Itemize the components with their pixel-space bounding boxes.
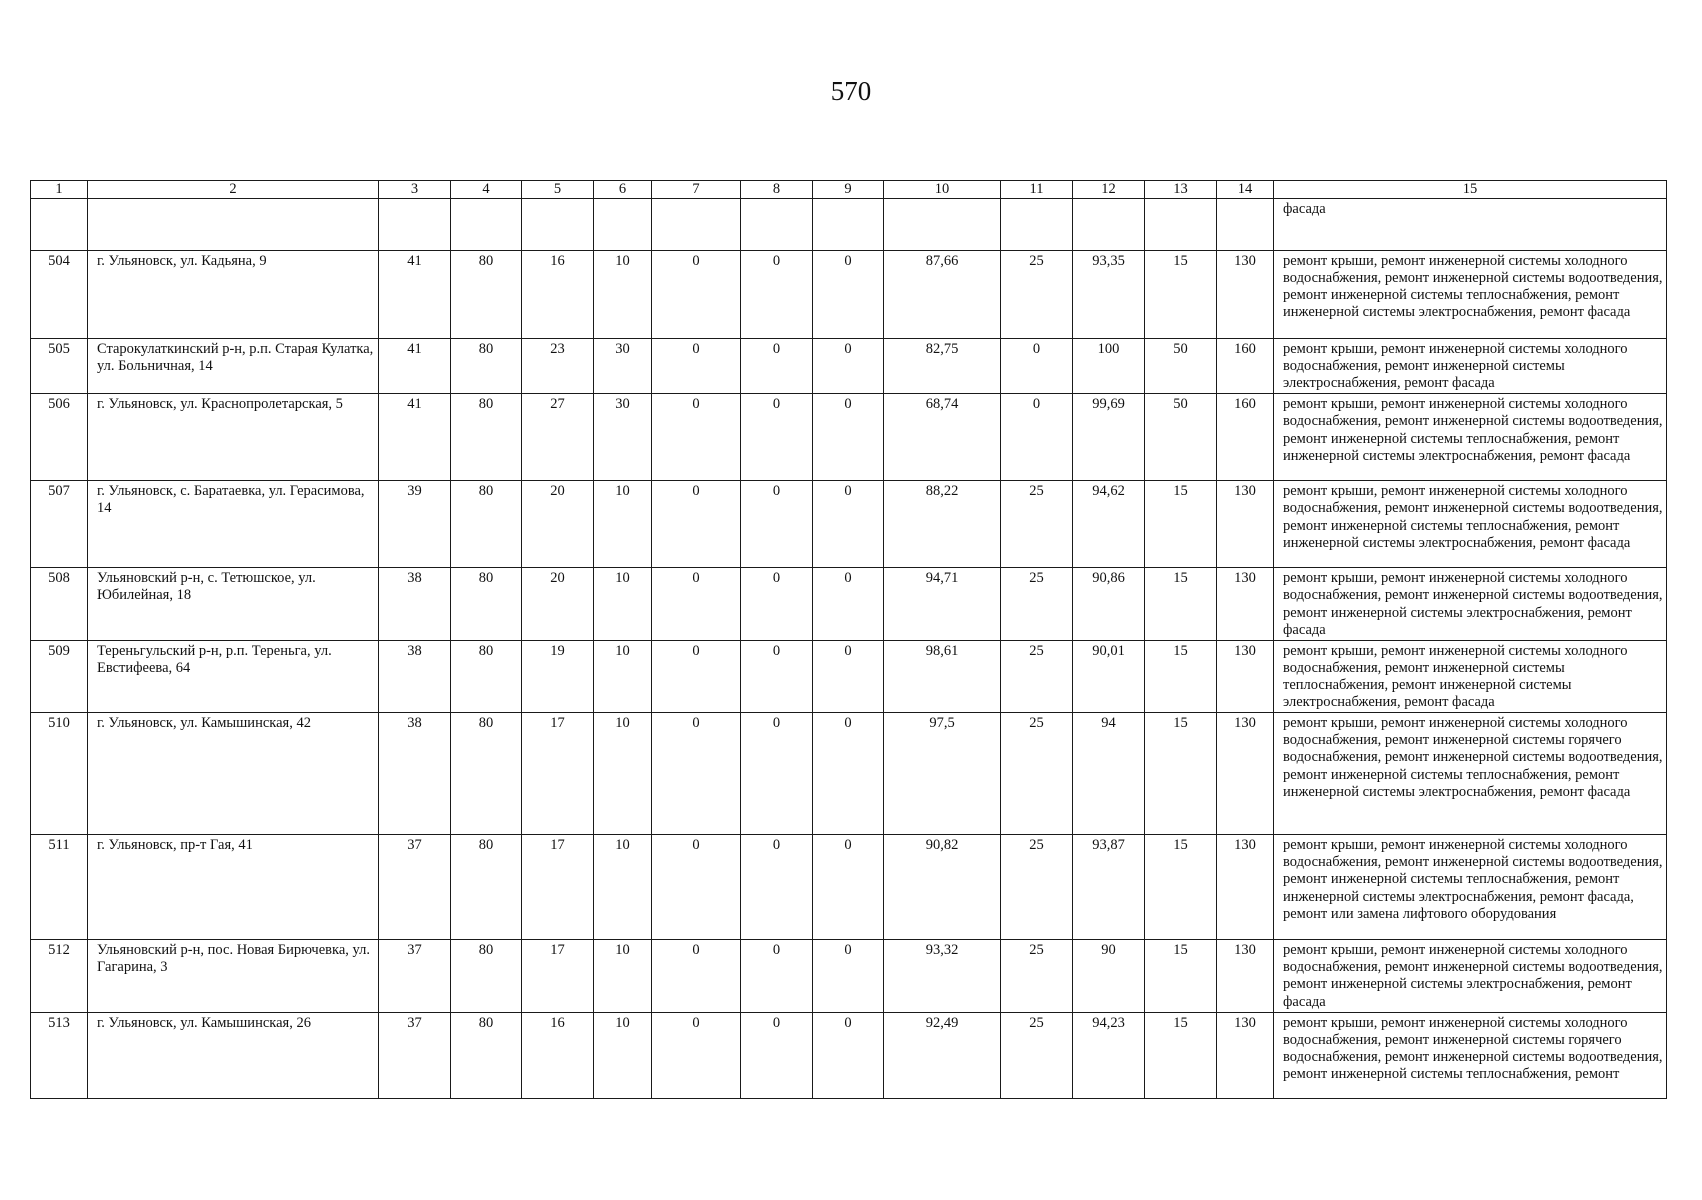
cell-c8: 0 <box>741 640 813 712</box>
cell-c6: 10 <box>594 713 652 835</box>
cell-no: 510 <box>31 713 88 835</box>
cell-no: 508 <box>31 568 88 640</box>
cell-c13: 15 <box>1145 640 1217 712</box>
cell-c12: 90 <box>1073 940 1145 1012</box>
cell-c3: 41 <box>379 394 451 481</box>
table-row <box>31 713 1667 835</box>
cell-c11: 25 <box>1001 568 1073 640</box>
cell-c14: 130 <box>1217 568 1274 640</box>
cell-c6: 30 <box>594 394 652 481</box>
cell-c10: 97,5 <box>884 713 1001 835</box>
cell-address: г. Ульяновск, ул. Кадьяна, 9 <box>88 251 379 339</box>
cell-c8: 0 <box>741 568 813 640</box>
cell-address: г. Ульяновск, ул. Камышинская, 26 <box>88 1012 379 1098</box>
cell-c14: 130 <box>1217 940 1274 1012</box>
cell-c4: 80 <box>451 251 522 339</box>
cell-works: ремонт крыши, ремонт инженерной системы холодного водоснабжения, ремонт инженерной системы горячего водоснабжения, ремонт инженерной системы водоотведения, ремонт инженерной системы теплоснабжения, ремонт инженерной системы электроснабжения, ремонт фасада <box>1274 713 1667 835</box>
cell-c11: 25 <box>1001 481 1073 568</box>
cell-empty <box>1217 199 1274 251</box>
cell-c10: 88,22 <box>884 481 1001 568</box>
cell-c6: 10 <box>594 251 652 339</box>
cell-c13: 15 <box>1145 940 1217 1012</box>
cell-c11: 0 <box>1001 339 1073 394</box>
cell-c8: 0 <box>741 835 813 940</box>
page-number: 570 <box>830 76 872 106</box>
column-header-10: 10 <box>884 181 1001 199</box>
cell-c10: 68,74 <box>884 394 1001 481</box>
cell-address: г. Ульяновск, ул. Краснопролетарская, 5 <box>88 394 379 481</box>
cell-works: фасада <box>1274 199 1667 251</box>
cell-c14: 130 <box>1217 1012 1274 1098</box>
cell-no: 504 <box>31 251 88 339</box>
cell-works: ремонт крыши, ремонт инженерной системы холодного водоснабжения, ремонт инженерной системы водоотведения, ремонт инженерной системы теплоснабжения, ремонт инженерной системы электроснабжения, ремонт фасада <box>1274 394 1667 481</box>
cell-c10: 87,66 <box>884 251 1001 339</box>
table-row <box>31 940 1667 1012</box>
column-header-6: 6 <box>594 181 652 199</box>
cell-c9: 0 <box>813 1012 884 1098</box>
cell-c3: 37 <box>379 1012 451 1098</box>
cell-c7: 0 <box>652 251 741 339</box>
cell-address: г. Ульяновск, ул. Камышинская, 42 <box>88 713 379 835</box>
cell-c4: 80 <box>451 481 522 568</box>
cell-no: 507 <box>31 481 88 568</box>
cell-empty <box>1145 199 1217 251</box>
cell-works: ремонт крыши, ремонт инженерной системы холодного водоснабжения, ремонт инженерной системы водоотведения, ремонт инженерной системы электроснабжения, ремонт фасада <box>1274 940 1667 1012</box>
cell-no: 513 <box>31 1012 88 1098</box>
cell-c10: 82,75 <box>884 339 1001 394</box>
cell-c6: 10 <box>594 1012 652 1098</box>
column-header-2: 2 <box>88 181 379 199</box>
table-row <box>31 481 1667 568</box>
cell-works: ремонт крыши, ремонт инженерной системы холодного водоснабжения, ремонт инженерной системы теплоснабжения, ремонт инженерной системы электроснабжения, ремонт фасада <box>1274 640 1667 712</box>
cell-c8: 0 <box>741 713 813 835</box>
cell-works: ремонт крыши, ремонт инженерной системы холодного водоснабжения, ремонт инженерной системы водоотведения, ремонт инженерной системы теплоснабжения, ремонт инженерной системы электроснабжения, ремонт фасада <box>1274 251 1667 339</box>
cell-c3: 38 <box>379 640 451 712</box>
cell-c5: 20 <box>522 568 594 640</box>
cell-c14: 160 <box>1217 339 1274 394</box>
cell-c4: 80 <box>451 394 522 481</box>
cell-c6: 10 <box>594 640 652 712</box>
cell-c10: 94,71 <box>884 568 1001 640</box>
column-header-4: 4 <box>451 181 522 199</box>
cell-empty <box>652 199 741 251</box>
cell-c3: 41 <box>379 251 451 339</box>
cell-empty <box>813 199 884 251</box>
cell-no <box>31 199 88 251</box>
cell-c10: 93,32 <box>884 940 1001 1012</box>
cell-c6: 30 <box>594 339 652 394</box>
cell-c12: 99,69 <box>1073 394 1145 481</box>
column-header-7: 7 <box>652 181 741 199</box>
cell-c4: 80 <box>451 568 522 640</box>
cell-c11: 0 <box>1001 394 1073 481</box>
cell-c13: 15 <box>1145 835 1217 940</box>
cell-c3: 37 <box>379 835 451 940</box>
cell-c11: 25 <box>1001 940 1073 1012</box>
column-header-12: 12 <box>1073 181 1145 199</box>
column-header-15: 15 <box>1274 181 1667 199</box>
table-row <box>31 251 1667 339</box>
cell-c9: 0 <box>813 713 884 835</box>
cell-c4: 80 <box>451 835 522 940</box>
table-row <box>31 1012 1667 1098</box>
cell-no: 506 <box>31 394 88 481</box>
repair-program-table <box>30 180 1667 1099</box>
cell-c9: 0 <box>813 251 884 339</box>
cell-c10: 92,49 <box>884 1012 1001 1098</box>
cell-works: ремонт крыши, ремонт инженерной системы холодного водоснабжения, ремонт инженерной системы водоотведения, ремонт инженерной системы теплоснабжения, ремонт инженерной системы электроснабжения, ремонт фасада, ремонт или замена лифтового оборудования <box>1274 835 1667 940</box>
cell-c3: 37 <box>379 940 451 1012</box>
table-row <box>31 568 1667 640</box>
column-header-5: 5 <box>522 181 594 199</box>
cell-c14: 130 <box>1217 713 1274 835</box>
cell-c9: 0 <box>813 481 884 568</box>
cell-c7: 0 <box>652 835 741 940</box>
cell-c7: 0 <box>652 568 741 640</box>
cell-c11: 25 <box>1001 835 1073 940</box>
cell-c9: 0 <box>813 640 884 712</box>
cell-c4: 80 <box>451 713 522 835</box>
cell-c10: 90,82 <box>884 835 1001 940</box>
column-number-row <box>31 181 1667 199</box>
cell-c5: 17 <box>522 713 594 835</box>
cell-c5: 20 <box>522 481 594 568</box>
cell-c7: 0 <box>652 394 741 481</box>
column-header-1: 1 <box>31 181 88 199</box>
cell-c5: 19 <box>522 640 594 712</box>
cell-c7: 0 <box>652 940 741 1012</box>
cell-c12: 93,87 <box>1073 835 1145 940</box>
cell-c11: 25 <box>1001 1012 1073 1098</box>
cell-works: ремонт крыши, ремонт инженерной системы холодного водоснабжения, ремонт инженерной системы водоотведения, ремонт инженерной системы теплоснабжения, ремонт инженерной системы электроснабжения, ремонт фасада <box>1274 481 1667 568</box>
cell-c5: 17 <box>522 940 594 1012</box>
cell-c5: 27 <box>522 394 594 481</box>
cell-c13: 50 <box>1145 339 1217 394</box>
cell-c6: 10 <box>594 835 652 940</box>
cell-c3: 38 <box>379 713 451 835</box>
cell-c5: 17 <box>522 835 594 940</box>
cell-c13: 15 <box>1145 481 1217 568</box>
cell-c7: 0 <box>652 713 741 835</box>
cell-no: 512 <box>31 940 88 1012</box>
cell-c7: 0 <box>652 481 741 568</box>
cell-c12: 94,62 <box>1073 481 1145 568</box>
cell-c14: 130 <box>1217 481 1274 568</box>
cell-c12: 90,86 <box>1073 568 1145 640</box>
table-row <box>31 835 1667 940</box>
cell-works: ремонт крыши, ремонт инженерной системы холодного водоснабжения, ремонт инженерной системы водоотведения, ремонт инженерной системы электроснабжения, ремонт фасада <box>1274 568 1667 640</box>
cell-no: 509 <box>31 640 88 712</box>
cell-c13: 15 <box>1145 713 1217 835</box>
cell-empty <box>451 199 522 251</box>
cell-c4: 80 <box>451 940 522 1012</box>
cell-no: 511 <box>31 835 88 940</box>
cell-c6: 10 <box>594 568 652 640</box>
cell-address <box>88 199 379 251</box>
column-header-8: 8 <box>741 181 813 199</box>
column-header-14: 14 <box>1217 181 1274 199</box>
cell-c12: 94 <box>1073 713 1145 835</box>
cell-c12: 100 <box>1073 339 1145 394</box>
cell-address: Старокулаткинский р-н, р.п. Старая Кулатка, ул. Больничная, 14 <box>88 339 379 394</box>
continuation-row <box>31 199 1667 251</box>
cell-address: Ульяновский р-н, пос. Новая Бирючевка, ул. Гагарина, 3 <box>88 940 379 1012</box>
cell-c9: 0 <box>813 568 884 640</box>
cell-c13: 15 <box>1145 251 1217 339</box>
cell-c13: 50 <box>1145 394 1217 481</box>
cell-c14: 130 <box>1217 835 1274 940</box>
cell-empty <box>1001 199 1073 251</box>
cell-c9: 0 <box>813 940 884 1012</box>
cell-empty <box>522 199 594 251</box>
cell-address: Тереньгульский р-н, р.п. Тереньга, ул. Евстифеева, 64 <box>88 640 379 712</box>
column-header-3: 3 <box>379 181 451 199</box>
cell-c4: 80 <box>451 1012 522 1098</box>
cell-c5: 16 <box>522 1012 594 1098</box>
cell-c12: 94,23 <box>1073 1012 1145 1098</box>
cell-c14: 160 <box>1217 394 1274 481</box>
cell-empty <box>379 199 451 251</box>
cell-no: 505 <box>31 339 88 394</box>
cell-c9: 0 <box>813 394 884 481</box>
cell-c12: 93,35 <box>1073 251 1145 339</box>
cell-c14: 130 <box>1217 640 1274 712</box>
cell-c4: 80 <box>451 339 522 394</box>
cell-c11: 25 <box>1001 251 1073 339</box>
cell-works: ремонт крыши, ремонт инженерной системы холодного водоснабжения, ремонт инженерной системы электроснабжения, ремонт фасада <box>1274 339 1667 394</box>
column-header-11: 11 <box>1001 181 1073 199</box>
cell-c8: 0 <box>741 339 813 394</box>
cell-c7: 0 <box>652 640 741 712</box>
cell-c8: 0 <box>741 481 813 568</box>
cell-c14: 130 <box>1217 251 1274 339</box>
cell-c8: 0 <box>741 394 813 481</box>
cell-c7: 0 <box>652 339 741 394</box>
cell-address: г. Ульяновск, с. Баратаевка, ул. Герасимова, 14 <box>88 481 379 568</box>
column-header-9: 9 <box>813 181 884 199</box>
cell-address: г. Ульяновск, пр-т Гая, 41 <box>88 835 379 940</box>
cell-c3: 41 <box>379 339 451 394</box>
cell-empty <box>1073 199 1145 251</box>
cell-address: Ульяновский р-н, с. Тетюшское, ул. Юбилейная, 18 <box>88 568 379 640</box>
table-row <box>31 339 1667 394</box>
cell-c5: 16 <box>522 251 594 339</box>
column-header-13: 13 <box>1145 181 1217 199</box>
cell-c10: 98,61 <box>884 640 1001 712</box>
cell-c6: 10 <box>594 481 652 568</box>
cell-empty <box>741 199 813 251</box>
cell-c7: 0 <box>652 1012 741 1098</box>
cell-c11: 25 <box>1001 640 1073 712</box>
cell-empty <box>884 199 1001 251</box>
cell-c6: 10 <box>594 940 652 1012</box>
cell-c8: 0 <box>741 1012 813 1098</box>
cell-c12: 90,01 <box>1073 640 1145 712</box>
table-row <box>31 640 1667 712</box>
cell-c3: 39 <box>379 481 451 568</box>
cell-c13: 15 <box>1145 1012 1217 1098</box>
cell-c3: 38 <box>379 568 451 640</box>
cell-c13: 15 <box>1145 568 1217 640</box>
cell-c5: 23 <box>522 339 594 394</box>
table-row <box>31 394 1667 481</box>
cell-c11: 25 <box>1001 713 1073 835</box>
cell-c8: 0 <box>741 251 813 339</box>
cell-c9: 0 <box>813 339 884 394</box>
cell-c9: 0 <box>813 835 884 940</box>
cell-c4: 80 <box>451 640 522 712</box>
cell-c8: 0 <box>741 940 813 1012</box>
cell-works: ремонт крыши, ремонт инженерной системы холодного водоснабжения, ремонт инженерной системы горячего водоснабжения, ремонт инженерной системы водоотведения, ремонт инженерной системы теплоснабжения, ремонт <box>1274 1012 1667 1098</box>
cell-empty <box>594 199 652 251</box>
